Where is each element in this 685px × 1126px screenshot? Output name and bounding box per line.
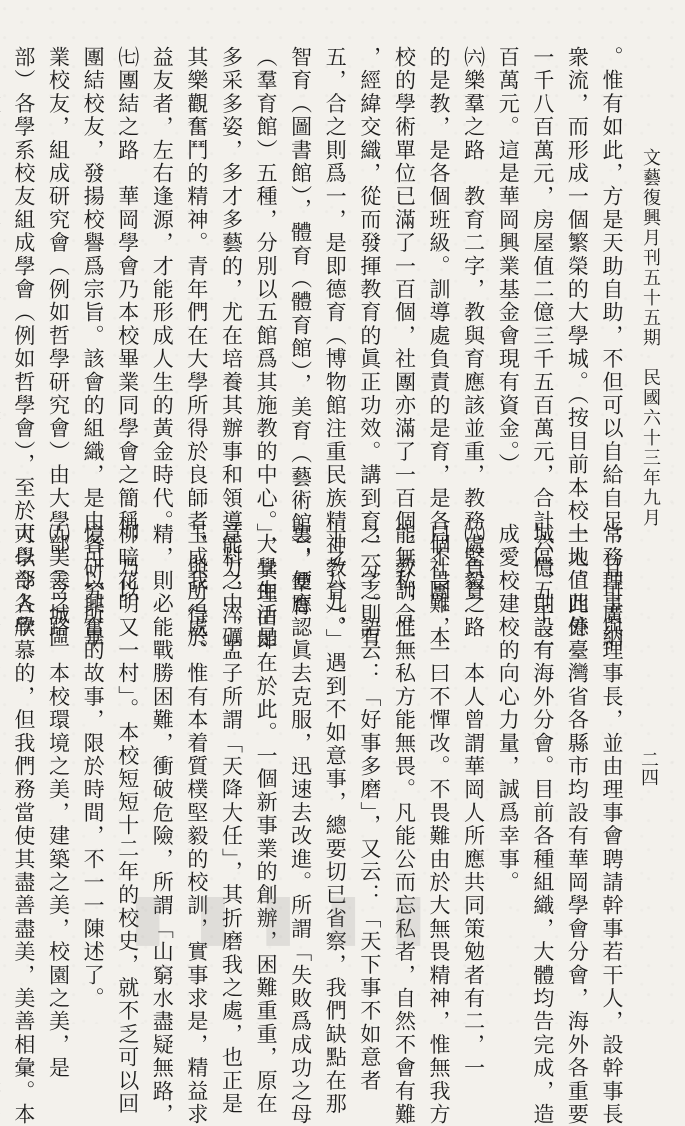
section-8-heading-column: ㈧堅毅之路 本人曾謂華岡人所應共同策勉者有二，一 — [461, 523, 486, 1080]
text-column: 益友者，左右逢源，才能形成人生的黃金時代。 — [150, 46, 175, 534]
text-column: 可以令人欣慕的，但我們務當使其盡善盡美，美善相彙。本 — [11, 523, 36, 1126]
text-column: 憶可以興奮的故事，限於時間，不一一陳述了。 — [81, 523, 106, 1011]
text-column — [0, 46, 6, 516]
text-column: （羣育館）五種，分別以五館爲其施教的中心。大學生活是 — [254, 46, 279, 650]
text-column: 。惟有如此，方是天助自助，不但可以自給自足，且可廣納 — [600, 46, 624, 650]
text-column: 意料之中，孟子所謂「天降大任」，其折磨我之處，也正是 — [219, 523, 244, 1116]
text-column: 五，合之則爲一，是即德育（博物館注重民族精神教育）， — [323, 46, 348, 639]
section-7-heading-column: ㈦團結之路 華岡學會乃本校畢業同學會之簡稱，乃以 — [115, 46, 140, 603]
journal-header — [641, 148, 659, 528]
archive-watermark: ▮▮▮▮▮ — [130, 880, 457, 954]
text-column: 業校友，組成研究會（例如哲學研究會）由大學部（含城區 — [46, 46, 71, 650]
text-column: 城區，則設有海外分會。目前各種組織，大體均告完成，造 — [530, 523, 555, 1126]
text-column: 成愛校建校的向心力量，誠爲幸事。 — [496, 523, 521, 895]
text-column: 智育（圖書館），體育（體育館），美育（藝術館），羣育 — [288, 46, 313, 618]
text-column: ，經緯交織，從而發揮教育的眞正功效。講到育，分之則有 — [357, 46, 382, 650]
text-column: 十之八九。」遇到不如意事，總要切已省察，我們缺點在那 — [323, 523, 348, 1116]
text-column: 一千八百萬元，房屋值二億三千五百萬元，合計六億五千三 — [530, 46, 555, 650]
text-column: 百萬元。這是華岡興業基金會現有資金。） — [496, 46, 521, 477]
text-column: 玉成我之處。惟有本着質樸堅毅的校訓，實事求是，精益求 — [184, 523, 209, 1126]
text-column: 衆流，而形成一個繁榮的大學城。（按目前本校土地值四億 — [565, 46, 590, 639]
text-column: 其樂觀奮鬥的精神。青年們在大學所得於良師者，與所得於 — [184, 46, 209, 650]
page-number: 二四 — [638, 750, 659, 786]
issue-date: 民國六十三年九月 — [640, 368, 661, 528]
text-column: 常務理事與理事長，並由理事會聘請幹事若干人，設幹事長 — [600, 523, 624, 1126]
text-column: 多采多姿，多才多藝的，尤在培養其辦事和領導能力，淬礪 — [219, 46, 244, 650]
text-column: 能無私，惟無私方能無畏。凡能公而忘私者，自然不會有難 — [392, 523, 417, 1126]
section-6-heading-column: ㈥樂羣之路 教育二字，教與育應該並重，教務處負責 — [461, 46, 486, 603]
text-column: 校的學術單位已滿了一百個，社團亦滿了一百個，教訓合一 — [392, 46, 417, 650]
text-column: 一人。此外臺灣省各縣市均設有華岡學會分會，海外各重要 — [565, 523, 590, 1126]
text-column: 之一字。語云：「好事多磨」，又云：「天下事不如意者 — [357, 523, 382, 1093]
text-column: 裏，便應認眞去克服，迅速去改進。所謂「失敗爲成功之母 — [288, 523, 313, 1126]
text-column: 團結校友，發揚校譽爲宗旨。該會的組織，是由各研究所畢 — [81, 46, 106, 650]
journal-title: 文藝復興月刊五十五期 — [640, 148, 661, 348]
text-column: 」，其理由即在於此。一個新事業的創辦，困難重重，原在 — [254, 523, 279, 1116]
text-column: 精，則必能戰勝困難，衝破危險，所謂「山窮水盡疑無路， — [150, 523, 175, 1126]
text-column: 部）各學系校友組成學會（例如哲學會），至於大學部各學 — [11, 46, 36, 639]
header-gap — [640, 348, 661, 368]
text-column: 曰不畏難，一曰不憚改。不畏難由於大無畏精神，惟無我方 — [427, 523, 452, 1126]
text-column — [0, 523, 6, 975]
upper-text-block — [0, 46, 629, 650]
section-9-heading-column: ㈨美善之路 本校環境之美，建築之美，校園之美，是 — [46, 523, 71, 1080]
text-column: 的是教，是各個班級。訓導處負責的是育，是各個社團。本 — [427, 46, 452, 650]
text-column: 柳暗花明又一村」。本校短短十二年的校史，就不乏可以回 — [115, 523, 140, 1116]
